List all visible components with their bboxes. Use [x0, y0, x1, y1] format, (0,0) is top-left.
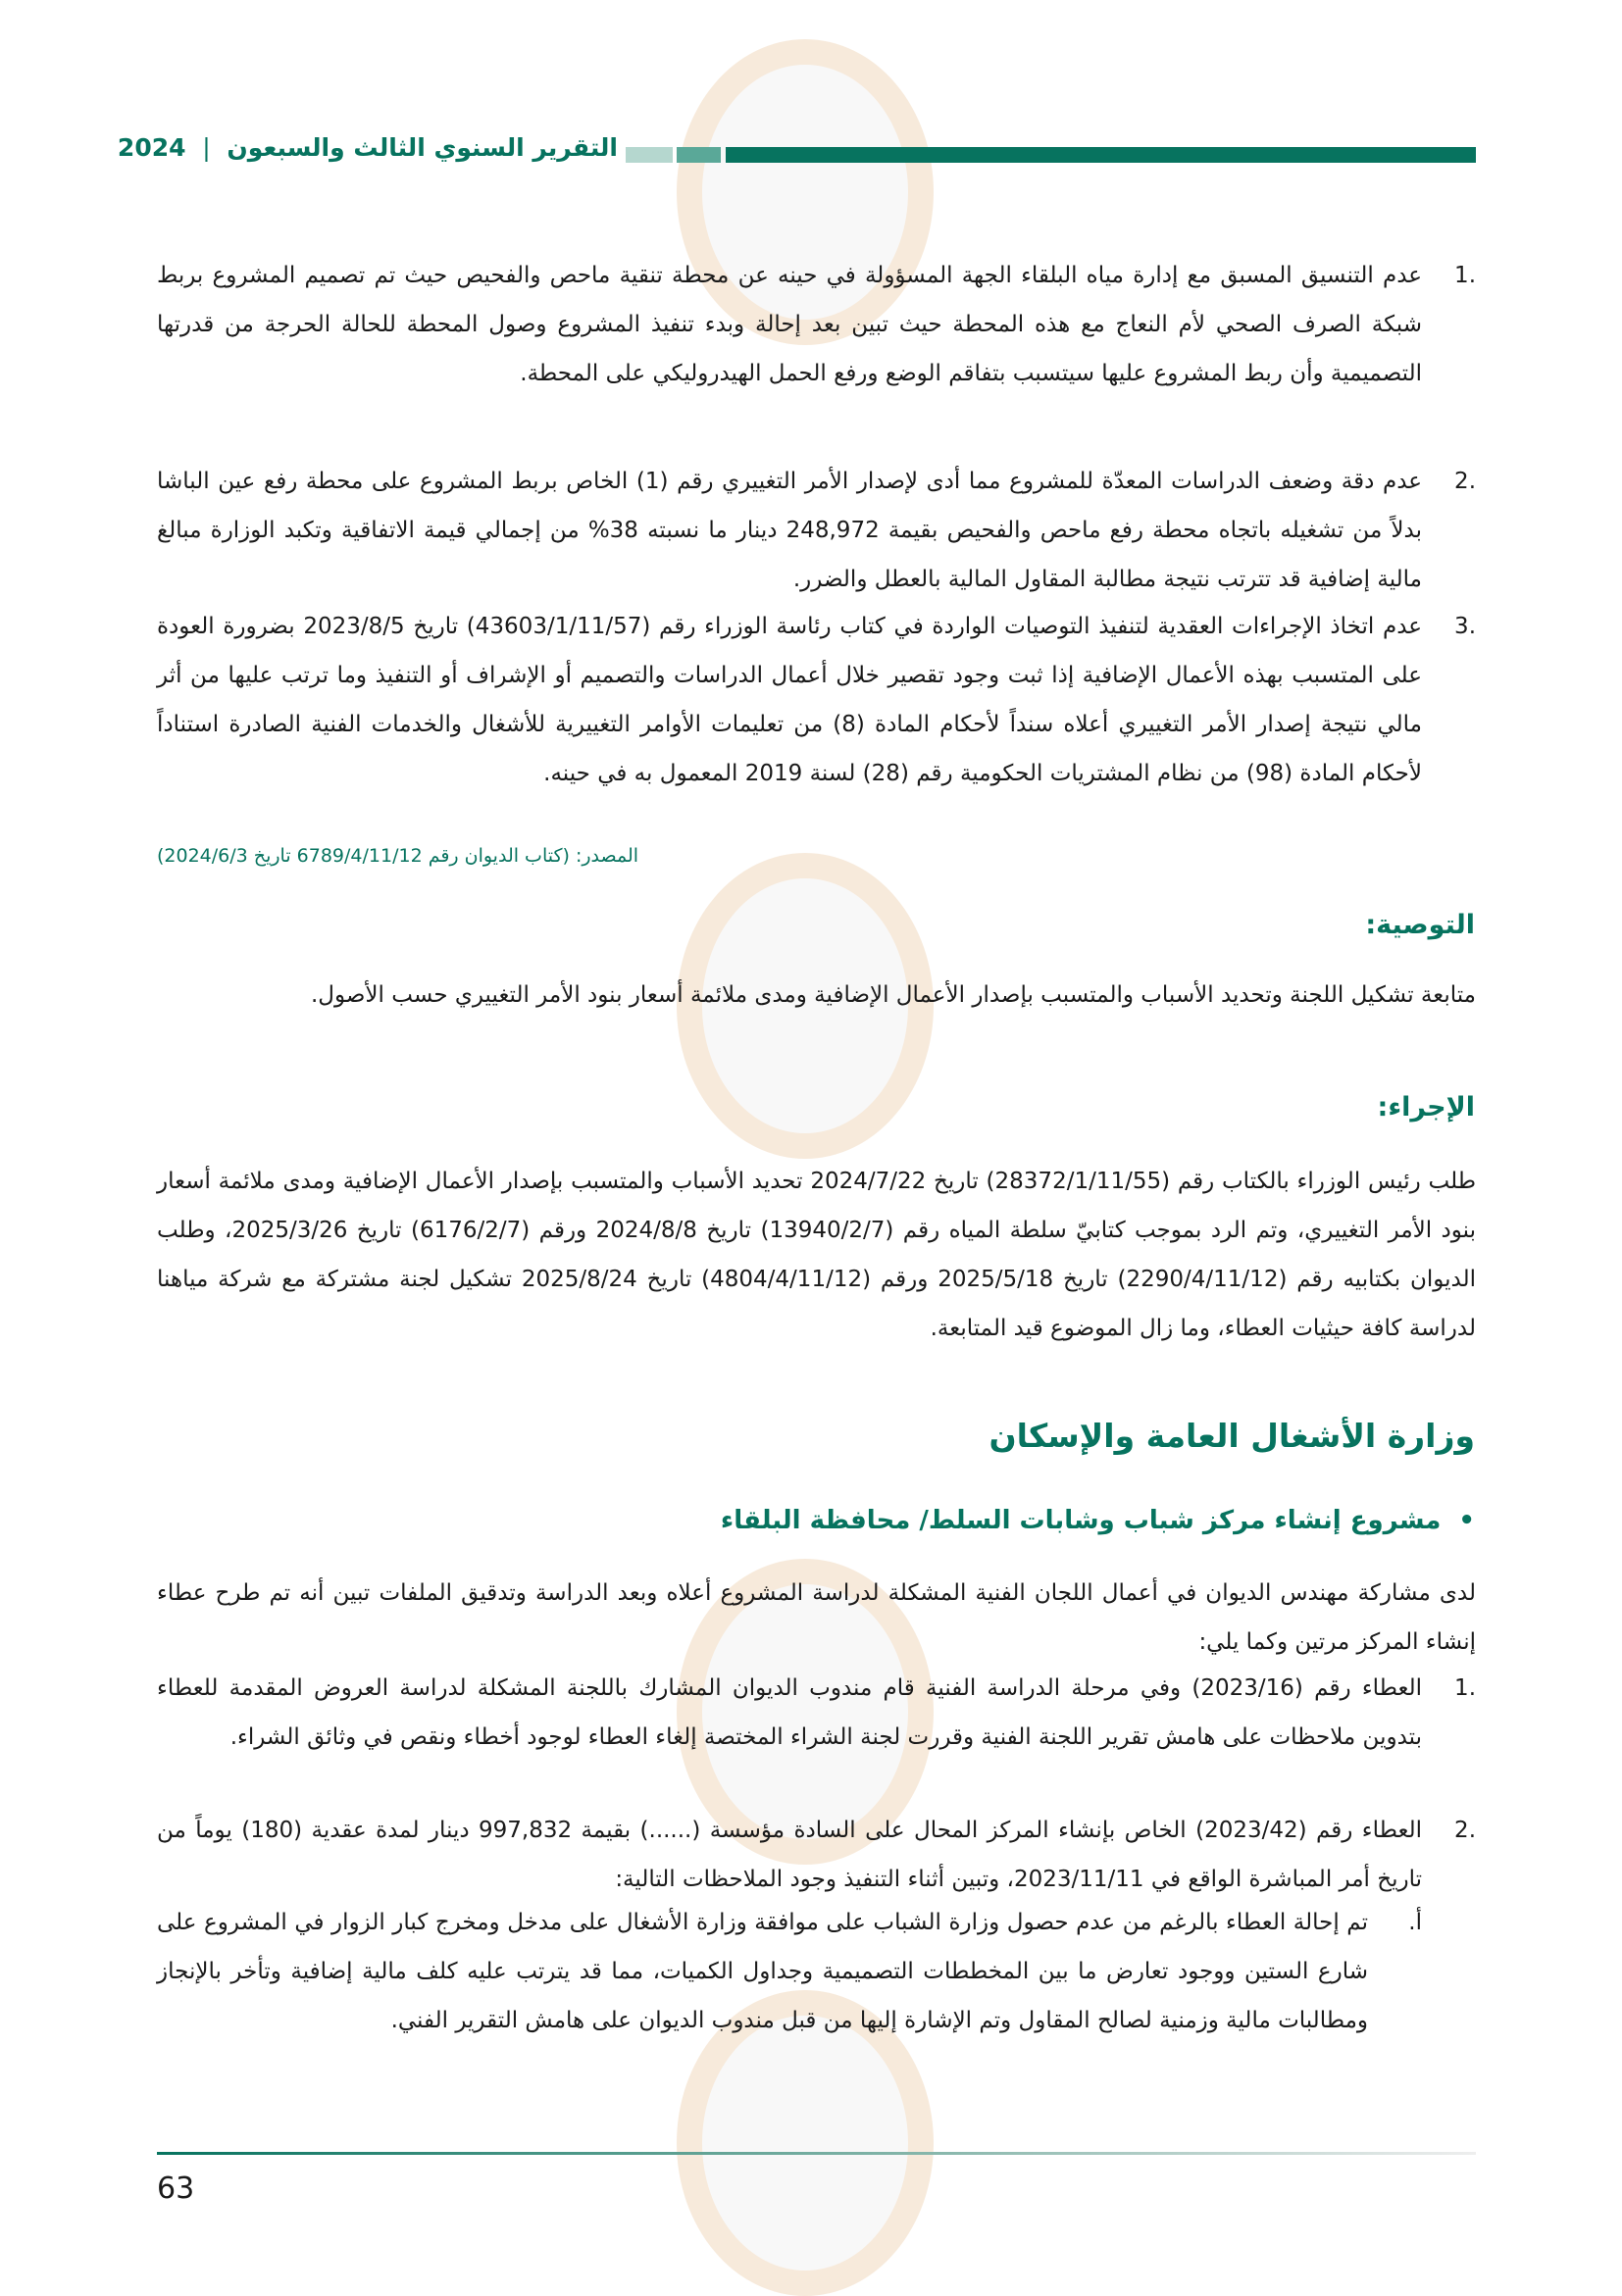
item-number: .2: [1454, 1818, 1476, 1843]
item-text: عدم دقة وضعف الدراسات المعدّة للمشروع مما أدى لإصدار الأمر التغييري رقم (1) الخاص بربط المشروع على محطة رفع عين الباشا بدلاً من تشغيله باتجاه محطة رفع ماحص والفحيص بقيمة 248,972 دينار ما نسبته 38% من إجمالي قيمة الاتفاقية وتكبد الوزارة مبالغ مالية إضافية قد تترتب نتيجة مطالبة المقاول المالية بالعطل والضرر.: [157, 469, 1422, 592]
item-letter: أ.: [1408, 1910, 1422, 1935]
item-text: تم إحالة العطاء بالرغم من عدم حصول وزارة الشباب على موافقة وزارة الأشغال على مدخل ومخرج كبار الزوار في المشروع على شارع الستين ووجود تعارض ما بين المخططات التصميمية وجداول الكميات، مما قد يترتب عليه كلف مالية إضافية وتأخر بالإنجاز ومطالبات مالية وزمنية لصالح المقاول وتم الإشارة إليها من قبل مندوب الديوان على هامش التقرير الفني.: [157, 1910, 1368, 2033]
report-title-text: التقرير السنوي الثالث والسبعون: [227, 133, 618, 162]
title-separator: |: [202, 133, 211, 162]
action-heading: الإجراء:: [1377, 1092, 1475, 1123]
source-citation: المصدر: (كتاب الديوان رقم 6789/4/11/12 تاريخ 2024/6/3): [157, 845, 639, 867]
item-number: .3: [1454, 614, 1476, 639]
page-number: 63: [157, 2171, 195, 2206]
ministry-heading: وزارة الأشغال العامة والإسكان: [988, 1417, 1475, 1455]
item-text: العطاء رقم (2023/16) وفي مرحلة الدراسة الفنية قام مندوب الديوان المشارك باللجنة المشكلة لدراسة العروض المقدمة للعطاء بتدوين ملاحظات على هامش تقرير اللجنة الفنية وقررت لجنة الشراء المختصة إلغاء العطاء لوجود أخطاء ونقص في وثائق الشراء.: [157, 1675, 1422, 1750]
header-bar-light: [626, 147, 673, 163]
item-text: عدم التنسيق المسبق مع إدارة مياه البلقاء الجهة المسؤولة في حينه عن محطة تنقية ماحص والفحيص حيث تم تصميم المشروع بربط شبكة الصرف الصحي لأم النعاج مع هذه المحطة حيث تبين بعد إحالة وبدء تنفيذ المشروع وصول المحطة للحالة الحرجة من قدرتها التصميمية وأن ربط المشروع عليها سيتسبب بتفاقم الوضع ورفع الحمل الهيدروليكي على المحطة.: [157, 263, 1422, 386]
item-text: العطاء رقم (2023/42) الخاص بإنشاء المركز المحال على السادة مؤسسة (......) بقيمة 997,832 دينار لمدة عقدية (180) يوماً من تاريخ أمر المباشرة الواقع في 2023/11/11، وتبين أثناء التنفيذ وجود الملاحظات التالية:: [157, 1818, 1422, 1892]
project-heading: [721, 1506, 1475, 1535]
item-number: .1: [1454, 1675, 1476, 1701]
project-title: مشروع إنشاء مركز شباب وشابات السلط/ محافظة البلقاء: [720, 1506, 1442, 1535]
item-number: .2: [1454, 469, 1476, 494]
report-title: [117, 133, 618, 162]
item-number: .1: [1454, 263, 1476, 288]
observation-item: [157, 1898, 1476, 2094]
finding-item: [157, 602, 1476, 847]
finding-item: [157, 251, 1476, 457]
item-text: عدم اتخاذ الإجراءات العقدية لتنفيذ التوصيات الواردة في كتاب رئاسة الوزراء رقم (43603/1/11/57) تاريخ 2023/8/5 بضرورة العودة على المتسبب بهذه الأعمال الإضافية إذا ثبت وجود تقصير خلال أعمال الدراسات والتصميم أو الإشراف أو التنفيذ وما ترتب عليها من أثر مالي نتيجة إصدار الأمر التغييري أعلاه سنداً لأحكام المادة (8) من تعليمات الأوامر التغييرية للأشغال والخدمات الفنية الصادرة استناداً لأحكام المادة (98) من نظام المشتريات الحكومية رقم (28) لسنة 2019 المعمول به في حينه.: [157, 614, 1423, 786]
report-year: 2024: [117, 133, 186, 162]
header-bar-mid: [677, 147, 721, 163]
bullet-icon: •: [1458, 1506, 1475, 1535]
header-bar: [726, 147, 1476, 163]
action-text: طلب رئيس الوزراء بالكتاب رقم (28372/1/11/55) تاريخ 2024/7/22 تحديد الأسباب والمتسبب بإصدار الأعمال الإضافية ومدى ملائمة أسعار بنود الأمر التغييري، وتم الرد بموجب كتابيّ سلطة المياه رقم (13940/2/7) تاريخ 2024/8/8 ورقم (6176/2/7) تاريخ 2025/3/26، وطلب الديوان بكتابيه رقم (2290/4/11/12) تاريخ 2025/5/18 ورقم (4804/4/11/12) تاريخ 2025/8/24 تشكيل لجنة مشتركة مع شركة مياهنا لدراسة كافة حيثيات العطاء، وما زال الموضوع قيد المتابعة.: [157, 1169, 1477, 1341]
recommendation-heading: التوصية:: [1365, 910, 1475, 940]
tender-item: [157, 1806, 1476, 1904]
finding-item: [157, 457, 1476, 604]
tender-item: [157, 1664, 1476, 1811]
recommendation-text: متابعة تشكيل اللجنة وتحديد الأسباب والمتسبب بإصدار الأعمال الإضافية ومدى ملائمة أسعار بنود الأمر التغييري حسب الأصول.: [310, 982, 1476, 1008]
footer-divider: [157, 2152, 1476, 2155]
project-intro: لدى مشاركة مهندس الديوان في أعمال اللجان الفنية المشكلة لدراسة المشروع أعلاه وبعد الدراسة وتدقيق الملفات تبين أنه تم طرح عطاء إنشاء المركز مرتين وكما يلي:: [157, 1580, 1476, 1655]
